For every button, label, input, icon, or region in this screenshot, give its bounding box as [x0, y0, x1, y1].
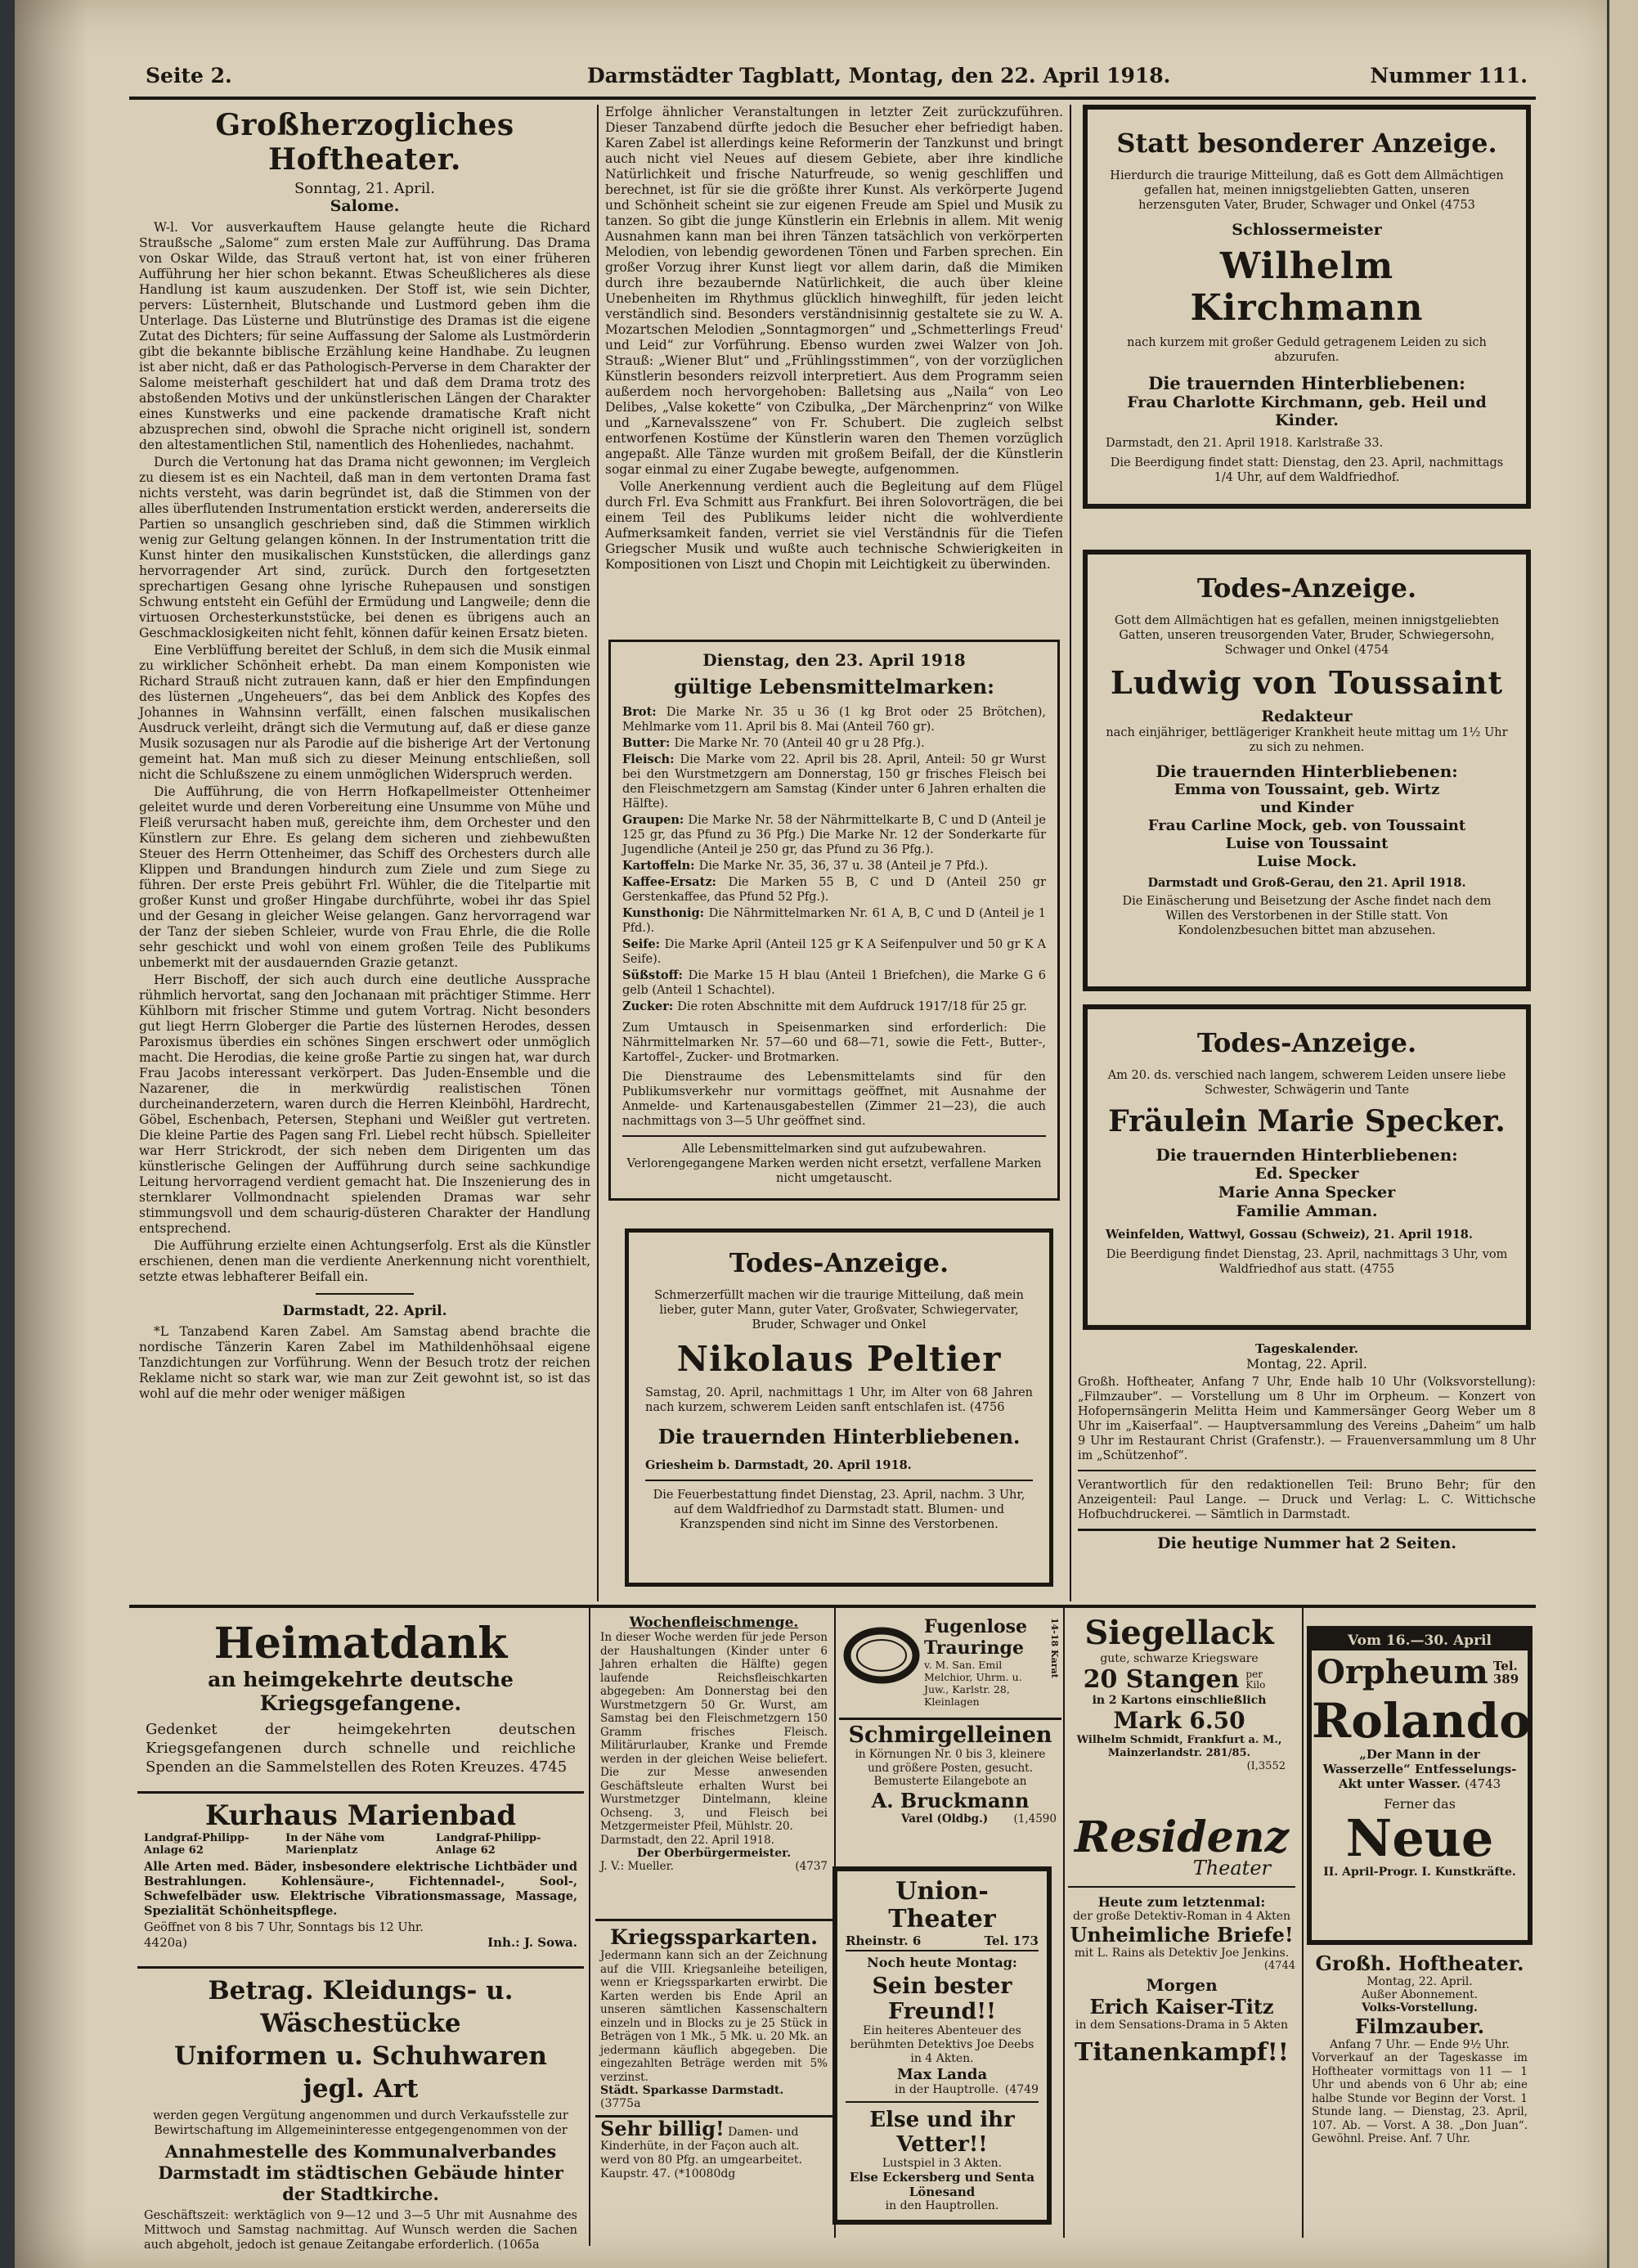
ad-code: (4737	[795, 1859, 828, 1873]
adjacent-page-edge	[1607, 0, 1638, 2268]
ad-title: Schmirgelleinen	[848, 1722, 1052, 1748]
masthead-line: Darmstädter Tagblatt, Montag, den 22. April 1918.	[587, 64, 1171, 88]
ring-icon	[844, 1623, 919, 1688]
ad-title: Union-Theater	[888, 1877, 996, 1933]
notice-place: Weinfelden, Wattwyl, Gossau (Schweiz), 21. April 1918.	[1106, 1228, 1473, 1242]
lebensmittel-label: Kartoffeln:	[622, 859, 699, 873]
lebensmittel-label: Süßstoff:	[622, 968, 689, 982]
lebensmittel-text: Die Marke Nr. 58 der Nährmittelkarte B, C und D (Anteil je 125 gr, das Pfund zu 36 Pfg.) Die Marke Nr. 12 der Sonderkarte für Jugendliche (Anteil je 250 gr, das Pfund zu 36 Pfg.).	[622, 814, 1046, 856]
funeral-text: Die Beerdigung findet Dienstag, 23. April, nachmittags 3 Uhr, vom Waldfriedhof aus statt.	[1106, 1248, 1508, 1276]
lebensmittel-text: Die Marke Nr. 35, 36, 37 u. 38 (Anteil je 7 Pfd.).	[698, 860, 989, 873]
lebensmittel-item	[622, 705, 1046, 734]
mourner: Emma von Toussaint, geb. Wirtz	[1174, 781, 1440, 798]
ad-text	[600, 2117, 828, 2181]
notice-body: nach kurzem mit großer Geduld getragenem Leiden zu sich abzurufen.	[1127, 336, 1487, 364]
ad-signature: J. V.: Mueller.	[600, 1859, 674, 1873]
ad-text: in Körnungen Nr. 0 bis 3, kleinere und größere Posten, gesucht. Bemusterte Eilangebote an	[855, 1748, 1046, 1788]
ad-title: Orpheum	[1317, 1653, 1488, 1691]
lebensmittel-text: Die Marke 15 H blau (Anteil 1 Briefchen), die Marke G 6 gelb (Anteil 1 Schachtel).	[622, 969, 1046, 997]
specker-notice	[1083, 1004, 1531, 1330]
issue-number: Nummer 111.	[1370, 64, 1528, 88]
film-role-row	[846, 2083, 1039, 2096]
ad-signature	[600, 2084, 828, 2110]
page-header	[146, 64, 1528, 97]
ad-times: Anfang 7 Uhr. — Ende 9½ Uhr.	[1329, 2038, 1510, 2051]
film-actor: mit L. Rains als Detektiv Joe Jenkins.	[1074, 1947, 1290, 1960]
ad-title: Kriegssparkarten.	[610, 1925, 818, 1949]
notice-body-text: Samstag, 20. April, nachmittags 1 Uhr, im Alter von 68 Jahren nach kurzem, schwerem Leiden sanft entschlafen ist.	[645, 1386, 1033, 1414]
ad-text: v. M. San. Emil Melchior, Uhrm. u. Juw., Karlstr. 28, Kleinlagen	[924, 1659, 1022, 1708]
ad-place: Varel (Oldbg.)	[901, 1812, 989, 1826]
mourner: Ed. Specker	[1254, 1165, 1359, 1183]
notice-place: Darmstadt, den 21. April 1918. Karlstraße 33.	[1106, 437, 1384, 450]
notice-title: Todes-Anzeige.	[1196, 573, 1417, 604]
lebensmittel-text: Die Marken 55 B, C und D (Anteil 250 gr Gerstenkaffee, das Pfund 52 Pfg.).	[622, 876, 1047, 904]
ad-title: Betrag. Kleidungs- u. Wäschestücke	[208, 1976, 514, 2038]
ad-text: in dem Sensations-Drama in 5 Akten	[1075, 2019, 1288, 2032]
calendar-divider	[1078, 1470, 1536, 1471]
ad-qty-row	[1073, 1665, 1286, 1694]
kriegsspar-ad	[595, 1924, 832, 2113]
ad-subtitle: Theater	[1192, 1857, 1271, 1880]
lebensmittel-item	[622, 999, 1046, 1014]
ad-code: (3775a	[600, 2097, 641, 2110]
lebensmittel-item	[622, 906, 1046, 936]
lebensmittel-label: Graupen:	[622, 813, 689, 827]
mourners-title: Die trauernden Hinterbliebenen:	[1156, 1145, 1458, 1165]
ad-title: Kurhaus Marienbad	[204, 1799, 517, 1832]
middle-body	[605, 105, 1063, 573]
ads-column-rule	[589, 1608, 590, 2246]
act-desc	[1312, 1747, 1528, 1791]
lebensmittel-text: Die Marke vom 22. April bis 28. April, Anteil: 50 gr Wurst bei den Wurstmetzgern am Donnerstag, 150 gr frisches Fleisch bei den Fleischmetzgern am Samstag (Kinder unter 6 Jahren erhalten die Hälfte).	[622, 753, 1046, 811]
lebensmittel-item	[622, 736, 1046, 751]
lebensmittel-label: Seife:	[622, 937, 665, 951]
notice-title: Todes-Anzeige.	[1196, 1027, 1417, 1058]
newspaper-page	[15, 0, 1613, 2268]
theater-heading: Großherzogliches Hoftheater.	[215, 108, 514, 177]
ad-title: Heimatdank	[213, 1619, 508, 1668]
ad-text: Volks-Vorstellung.	[1362, 2001, 1478, 2014]
deceased-role: Schlossermeister	[1232, 221, 1382, 239]
page-edge-shadow	[15, 0, 88, 2268]
mourners: Frau Charlotte Kirchmann, geb. Heil und Kinder.	[1127, 393, 1487, 429]
kleidung-ad	[137, 1971, 584, 2252]
trauringe-ad	[839, 1613, 1061, 1716]
ad-title: Großh. Hoftheater.	[1315, 1951, 1524, 1975]
ad-address-row	[846, 1933, 1039, 1951]
film-title: Else und ihr Vetter!!	[869, 2108, 1015, 2157]
imprint-divider	[1078, 1529, 1536, 1531]
funeral-info: Die Feuerbestattung findet Dienstag, 23. April, nachm. 3 Uhr, auf dem Waldfriedhof zu Darmstadt statt. Blumen- und Kranzspenden sind nicht im Sinne des Verstorbenen.	[653, 1489, 1025, 1531]
ad-code: (1065a	[497, 2239, 540, 2252]
deceased-name: Fräulein Marie Specker.	[1108, 1104, 1506, 1138]
notice-intro: Schmerzerfüllt machen wir die traurige Mitteilung, daß mein lieber, guter Mann, guter Vater, Großvater, Schwiegervater, Bruder, Schwager und Onkel	[654, 1289, 1024, 1332]
notice-intro-text: Gott dem Allmächtigen hat es gefallen, meinen innigstgeliebten Gatten, unseren treusorgenden Vater, Bruder, Schwiegersohn, Schwager und Onkel	[1114, 614, 1500, 657]
lebensmittel-item	[622, 968, 1046, 998]
ad-code: (1,4590	[1013, 1812, 1057, 1826]
ad-divider	[846, 2101, 1039, 2103]
mourner: Frau Carline Mock, geb. von Toussaint	[1147, 817, 1466, 834]
ad-text: Ferner das	[1384, 1796, 1456, 1812]
review-paragraph: Die Aufführung, die von Herrn Hofkapellmeister Ottenheimer geleitet wurde und deren Vorbereitung eine Unsumme von Mühe und Fleiß verursacht haben muß, gereichte ihm, dem Orchester und den Künstlern zur Ehre. Es gelang dem sicheren und ziehbewußten Steuer des Herrn Ottenheimer, das Schiff des Orchesters durch alle Klippen und Brandungen hindurch zum Ziele und zum Siege zu führen. Der erste Preis gebührt Frl. Wühler, die die Titelpartie mit großer Kunst und großer Hingabe durchführte, wobei ihr das Spiel und der Gesang in gleicher Weise gelangen. Ganz hervorragend war der Tanz der sieben Schleier, wurde von Frau Ehrle, die die Rolle sehr geschickt und wohl von einem großen Teile des Publikums unbemerkt mit der ausdauernden Grazie getanzt.	[139, 784, 590, 970]
orpheum-ad	[1307, 1626, 1533, 1945]
calendar-text: Großh. Hoftheater, Anfang 7 Uhr, Ende halb 10 Uhr (Volksvorstellung): „Filmzauber“. — Vorstellung um 8 Uhr im Orpheum. — Konzert von Hofopernsängerin Melitta Heim und Kammersänger Georg Weber um 8 Uhr im „Kaiserfaal“. — Hauptversammlung des Vereins „Daheim“ um halb 9 Uhr im Restaurant Christ (Grafenstr.). — Frauenversammlung um 8 Uhr im „Schützenhof“.	[1078, 1376, 1536, 1462]
ad-title: Wochenfleischmenge.	[629, 1615, 799, 1631]
mourners-title: Die trauernden Hinterbliebenen:	[1148, 373, 1465, 393]
ad-text: Heute zum letztenmal:	[1097, 1894, 1266, 1910]
review-paragraph: W-l. Vor ausverkauftem Hause gelangte heute die Richard Straußsche „Salome“ zum ersten Male zur Aufführung. Das Drama von Oskar Wilde, das Strauß vertont hat, ist von einer früheren Aufführung her hier schon bekannt. Etwas Scheußlicheres als diese Handlung ist kaum auszudenken. Der Stoff ist, wie sein Dichter, pervers: Lüsternheit, Blutschande und Lustmord geben ihm die Unterlage. Das Lüsterne und Blutrünstige des Dramas ist die eigene Zutat des Dichters; für seine Auffassung der Salome als Lustmörderin gibt die bekannte biblische Erzählung keine Handhabe. Zu leugnen ist aber nicht, daß er das Pathologisch-Perverse in dem Charakter der Salome meisterhaft geschildert hat und daß dem Drama trotz des abstoßenden Motivs und der unkünstlerischen Längen der Charakter eines Kunstwerks und eine packende dramatische Kraft nicht abzusprechen sind, obwohl die Sprache nicht originell ist, sondern den altestamentlichen Stil, namentlich des Hohenliedes, nachahmt.	[139, 220, 590, 452]
ad-text: der große Detektiv-Roman in 4 Akten	[1072, 1910, 1291, 1923]
schmirgel-ad	[839, 1721, 1061, 1865]
ad-qty: 20 Stangen	[1083, 1665, 1240, 1694]
ad-divider	[839, 1718, 1061, 1720]
funeral-info	[1106, 1247, 1508, 1277]
ad-text: In dieser Woche werden für jede Person der Haushaltungen (Kinder unter 6 Jahren erhalten die Hälfte) gegen laufende Reichsfleischkarten abgegeben: Am Donnerstag bei den Wurstmetzgern 50 Gr. Wurst, am Samstag bei den Fleischmetzgern 150 Gramm frisches Fleisch. Militärurlauber, Kranke und Fremde werden in der gleichen Weise beliefert. Die zur Messe anwesenden Geschäftsleute erhalten Wurst bei Wurstmetzger Dintelmann, kleine Ochseng. 3, und Fleisch bei Metzgermeister Pfeil, Mühlstr. 20.	[600, 1631, 828, 1833]
billig-ad	[595, 2117, 832, 2202]
deceased-name: Nikolaus Peltier	[676, 1339, 1002, 1379]
notice-intro-text: Hierdurch die traurige Mitteilung, daß es Gott dem Allmächtigen gefallen hat, meinen innigstgeliebten Gatten, unseren herzensguten Vater, Bruder, Schwager und Onkel	[1110, 169, 1504, 212]
notice-title: Todes-Anzeige.	[729, 1247, 949, 1278]
ad-code: 4745	[529, 1758, 568, 1776]
lebensmittel-list	[622, 705, 1046, 1014]
theater-column	[139, 105, 590, 1601]
ad-side-note: 14-18 Karat	[1049, 1618, 1060, 1678]
mourners: Die trauernden Hinterbliebenen.	[657, 1425, 1021, 1448]
ad-program: II. April-Progr. I. Kunstkräfte.	[1323, 1866, 1516, 1879]
ad-code: (4754	[1353, 644, 1389, 657]
kirchmann-notice	[1083, 105, 1531, 509]
ad-subtitle: Noch heute Montag:	[867, 1955, 1017, 1970]
ad-text: gute, schwarze Kriegsware	[1100, 1652, 1259, 1665]
play-title: Salome.	[330, 197, 400, 215]
notice-intro	[1106, 613, 1508, 658]
ad-location: In der Nähe vom Marienplatz	[285, 1832, 385, 1857]
ad-divider	[1068, 1886, 1295, 1888]
ad-code: (4749	[1004, 2083, 1039, 2096]
mourner: Luise von Toussaint	[1225, 835, 1389, 852]
deceased-role: Redakteur	[1261, 707, 1353, 725]
ad-code: (4744	[1263, 1960, 1295, 1972]
lebensmittel-warning: Alle Lebensmittelmarken sind gut aufzubewahren. Verlorengegangene Marken werden nicht ersetzt, verfallene Marken nicht umgetauscht.	[622, 1135, 1046, 1186]
ad-signature: Der Oberbürgermeister.	[636, 1846, 792, 1860]
ad-code: (4756	[969, 1401, 1005, 1414]
lebensmittel-text: Die Marke Nr. 70 (Anteil 40 gr u 28 Pfg.).	[674, 737, 925, 750]
notice-body	[645, 1386, 1033, 1415]
lebensmittel-text: Die Marke Nr. 35 u 36 (1 kg Brot oder 25 Brötchen), Mehlmarke vom 11. April bis 8. Mai (Anteil 760 gr).	[622, 706, 1046, 734]
trauringe-text	[924, 1616, 1047, 1708]
ad-hours: Geöffnet von 8 bis 7 Uhr, Sonntags bis 12 Uhr.	[144, 1921, 424, 1934]
ad-code: 4420a)	[144, 1935, 187, 1950]
column-rule-1	[597, 105, 599, 1601]
notice-place: Griesheim b. Darmstadt, 20. April 1918.	[645, 1458, 912, 1472]
play-title: Filmzauber.	[1354, 2014, 1485, 2038]
ad-date: Darmstadt, den 22. April 1918.	[600, 1833, 774, 1847]
film-desc: Lustspiel in 3 Akten.	[882, 2157, 1003, 2170]
lebensmittel-item	[622, 859, 1046, 874]
notice-body: nach einjähriger, bettlägeriger Krankheit heute mittag um 1½ Uhr zu sich zu nehmen.	[1106, 726, 1508, 754]
theater-date: Sonntag, 21. April.	[294, 180, 435, 197]
mourner: und Kinder	[1259, 799, 1354, 816]
ad-address: Landgraf-Philipp-Anlage 62	[144, 1832, 249, 1857]
page-number: Seite 2.	[146, 64, 232, 88]
wochenfleisch-ad	[595, 1613, 832, 1917]
ad-highlight: Annahmestelle des Kommunalverbandes Darmstadt im städtischen Gebäude hinter der Stadtkirche.	[158, 2141, 563, 2204]
heimatdank-ad	[137, 1615, 584, 1787]
funeral-info: Die Einäscherung und Beisetzung der Asche findet nach dem Willen des Verstorbenen in der Stille statt. Von Kondolenzbesuchen bittet man abzusehen.	[1122, 895, 1492, 937]
ad-title: Uniformen u. Schuhwaren jegl. Art	[174, 2041, 547, 2104]
ad-dates: Vom 16.—30. April	[1312, 1631, 1528, 1650]
mourner: Familie Amman.	[1236, 1202, 1378, 1220]
ad-text: Jedermann kann sich an der Zeichnung auf die VIII. Kriegsanleihe beteiligen, wenn er Kriegssparkarten erwirbt. Die Karten werden bis Ende April an unseren sämtlichen Kassenschaltern einzeln und in Blocks zu je 25 Stück in Beträgen von 1 Mk., 5 Mk. u. 20 Mk. an jedermann käuflich abgegeben. Die eingezahlten Beträge werden mit 5% verzinst.	[600, 1949, 828, 2084]
ads-rule	[129, 1605, 1536, 1608]
lebensmittel-item	[622, 813, 1046, 857]
page-count-note: Die heutige Nummer hat 2 Seiten.	[1157, 1534, 1456, 1552]
section-divider	[316, 1293, 414, 1295]
dateline: Darmstadt, 22. April.	[282, 1303, 447, 1319]
ad-footer	[600, 1860, 828, 1873]
ad-text: Vorverkauf an der Tageskasse im Hoftheater vormittags von 11 — 1 Uhr und abends von 6 Uhr ab; eine halbe Stunde vor Beginn der Vorst. 1 Stunde lang. — Dienstag, 23. April, 107. Ab. — Vorst. A 38. „Don Juan“. Gewöhnl. Preise. Anf. 7 Uhr.	[1312, 2051, 1528, 2145]
lebensmittel-box	[608, 640, 1060, 1201]
film-title: Unheimliche Briefe!	[1070, 1923, 1294, 1947]
ad-text-body: Geschäftszeit: werktäglich von 9—12 und 3—5 Uhr mit Ausnahme des Mittwoch und Samstag nachmittag. Auf Wunsch werden die Sachen auch abgeholt, jedoch ist genaue Zeitangabe erforderlich.	[144, 2209, 577, 2252]
ad-text: Außer Abonnement.	[1361, 1988, 1479, 2001]
union-theater-ad	[832, 1866, 1052, 2225]
column-rule-2	[1070, 105, 1071, 1601]
film-actor: Max Landa	[896, 2066, 988, 2083]
lebensmittel-label: Brot:	[622, 705, 666, 719]
ad-title: Siegellack	[1084, 1614, 1274, 1652]
ad-divider	[595, 1919, 832, 1921]
ad-text-body: Damen- und Kinderhüte, in der Façon auch alt. werd von 80 Pfg. an umgearbeitet. Kaupstr. 47.	[600, 2126, 803, 2180]
ad-title-row	[1312, 1650, 1528, 1695]
ad-highlight: Neue	[1345, 1808, 1494, 1868]
middle-paragraph: Erfolge ähnlicher Veranstaltungen in letzter Zeit zurückzuführen. Dieser Tanzabend dürfte jedoch die Besucher eher befriedigt haben. Karen Zabel ist allerdings keine Reformerin der Tanzkunst und bringt auch nicht viel Neues auf diesem Gebiete, aber ihre kindliche Natürlichkeit und frische Naturfreude, so wenig geschliffen und berechnet, ist für sie die größte ihrer Kunst. Als verkörperte Jugend und Schönheit scheint sie zur eigenen Freude am Spiel und Musik zu tanzen. So gibt die junge Künstlerin ein Erlebnis in allem. Mit wenig Ausnahmen kann man bei ihren Tänzen tatsächlich von verkörperten Melodien, von lebendig gewordenen Tönen und Farben sprechen. Ein großer Vorzug ihrer Kunst liegt vor allem darin, daß die Mimiken durch ihre bezaubernde Natürlichkeit, die auch über kleine Unebenheiten im Rhythmus glücklich hinweghilft, für jeden leicht verständlich sind. Besonders verständnisinnig gestaltete sie zu W. A. Mozartschen Melodien „Sonntagmorgen“ und „Schmetterlings Freud' und Leid“ zur Vorführung. Ebenso wurden zwei Walzer von Joh. Strauß: „Wiener Blut“ und „Frühlingsstimmen“, von der vorzüglichen Künstlerin besonders reizvoll interpretiert. Aus dem Programm seien außerdem noch hervorgehoben: Balletsing aus „Naila“ von Leo Delibes, „Valse kokette“ von Czibulka, „Der Märchenprinz“ von Wilke und „Karnevalsszene“ von Fr. Schubert. Die zugleich selbst entworfenen Kostüme der Künstlerin waren den Themen vorzüglich angepaßt. Alle Tänze wurden mit großem Beifall, der die Künstlerin sogar einmal zu einer Zugabe bewegte, aufgenommen.	[605, 105, 1063, 477]
mourner: Luise Mock.	[1256, 853, 1358, 870]
lebensmittel-note: Zum Umtausch in Speisenmarken sind erforderlich: Die Nährmittelmarken Nr. 57—60 und 68—71, sowie die Fett-, Butter-, Kartoffel-, Zucker- und Brotmarken.	[622, 1022, 1046, 1064]
ad-title: Residenz	[1074, 1812, 1290, 1862]
lebensmittel-label: Kunsthonig:	[622, 906, 709, 920]
toussaint-notice	[1083, 550, 1531, 991]
notice-place: Darmstadt und Groß-Gerau, den 21. April 1918.	[1147, 876, 1466, 890]
header-rule	[129, 97, 1536, 100]
mourner: Marie Anna Specker	[1218, 1183, 1396, 1201]
ad-owner: Inh.: J. Sowa.	[487, 1935, 577, 1950]
ad-code: (*10080dg	[674, 2167, 736, 2180]
ad-title: Fugenlose Trauringe	[924, 1616, 1028, 1659]
film-actor: Else Eckersberg und Senta Lönesand	[849, 2170, 1035, 2199]
ad-text: Alle Arten med. Bäder, insbesondere elektrische Lichtbäder und Bestrahlungen. Kohlensäure-, Fichtennadel-, Sool-, Schwefelbäder usw. Elektrische Vibrationsmassage, Massage, Spezialität Schönheitspflege.	[144, 1860, 577, 1918]
ad-address: Landgraf-Philipp-Anlage 62	[435, 1832, 541, 1857]
lebensmittel-date: Dienstag, den 23. April 1918	[702, 650, 966, 670]
ad-text: in 2 Kartons einschließlich	[1092, 1694, 1267, 1707]
lebensmittel-item	[622, 875, 1046, 905]
kurhaus-ad	[137, 1796, 584, 1965]
lebensmittel-text: Die Nährmittelmarken Nr. 61 A, B, C und D (Anteil je 1 Pfd.).	[622, 907, 1046, 935]
review-paragraph: Die Aufführung erzielte einen Achtungserfolg. Erst als die Künstler erschienen, denen man die verdiente Anerkennung nicht vorenthielt, setzte etwas lebhafterer Beifall ein.	[139, 1238, 590, 1284]
film-title: Sein bester Freund!!	[872, 1974, 1012, 2024]
lebensmittel-label: Butter:	[622, 736, 675, 750]
ad-text: Morgen	[1146, 1975, 1218, 1995]
lebensmittel-text: Die roten Abschnitte mit dem Aufdruck 1917/18 für 25 gr.	[677, 1000, 1027, 1013]
ad-text-body: Gedenket der heimgekehrten deutschen Kriegsgefangenen durch schnelle und reichliche Spenden an die Sammelstellen des Roten Kreuzes.	[146, 1721, 576, 1776]
ad-date: Montag, 22. April.	[1366, 1975, 1473, 1988]
peltier-notice	[625, 1228, 1053, 1587]
film-role: in der Hauptrolle.	[895, 2083, 999, 2096]
review-paragraph: Herr Bischoff, der sich auch durch eine deutliche Aussprache rühmlich hervortat, sang den Jochanaan mit prächtiger Stimme. Herr Kühlborn mit frischer Stimme und gutem Vortrag. Nicht besonders gut liegt Herrn Globerger die Partie des lüsternen Herodes, dessen Paroxismus überdies ein schönes Singen erschwert oder unmöglich macht. Die Herodias, die keine große Partie zu singen hat, war durch Frau Jacobs interessant verkörpert. Das Juden-Ensemble und die Nazarener, die in merkwürdig realistischen Tönen durcheinanderzetern, waren durch die Herren Kleinböhl, Hardrecht, Göbel, Eschenbach, Petersen, Stephani und Weißler gut vertreten. Die kleine Partie des Pagen sang Frl. Liebel recht hübsch. Spielleiter war Herr Strickrodt, der sich neben dem Dirigenten um das künstlerische Gelingen der Aufführung durch seine sachkundige Leitung hervorragend verdient gemacht hat. Die Inszenierung des in sternklarer Vollmondnacht spielenden Dramas war sehr stimmungsvoll und dem schaurig-düsteren Charakter der Handlung entsprechend.	[139, 972, 590, 1236]
ad-company: A. Bruckmann	[871, 1788, 1030, 1812]
middle-paragraph: Volle Anerkennung verdient auch die Begleitung auf dem Flügel durch Frl. Eva Schmitt aus Frankfurt. Bei ihren Solovorträgen, die bei einem Teil des Publikums leider nicht die wohlverdiente Aufmerksamkeit fanden, verriet sie viel Verständnis für die Tiefen Griegscher Musik und wußte auch technische Schwierigkeiten in Kompositionen von Liszt und Chopin mit Leichtigkeit zu überwinden.	[605, 479, 1063, 572]
tanzabend-article	[139, 1324, 590, 1402]
calendar-title: Tageskalender.	[1255, 1341, 1358, 1356]
ad-code: (I,3552	[1246, 1760, 1286, 1772]
ad-divider	[137, 1966, 584, 1969]
act-title: Rolando	[1312, 1693, 1531, 1749]
residenz-ad	[1063, 1811, 1300, 2236]
ad-subtitle: an heimgekehrte deutsche Kriegsgefangene.	[208, 1668, 514, 1715]
notice-intro: Am 20. ds. verschied nach langem, schwerem Leiden unsere liebe Schwester, Schwägerin und Tante	[1107, 1069, 1506, 1097]
ad-dealer: Wilhelm Schmidt, Frankfurt a. M., Mainzerlandstr. 281/85.	[1076, 1734, 1282, 1759]
film-actor: Erich Kaiser-Titz	[1089, 1995, 1274, 2019]
lebensmittel-item	[622, 937, 1046, 967]
ad-code: (4755	[1359, 1263, 1395, 1276]
ad-text	[144, 2208, 577, 2252]
notice-intro	[1106, 168, 1508, 213]
ad-price: Mark 6.50	[1113, 1707, 1245, 1734]
hoftheater-ad	[1307, 1950, 1533, 2236]
lebensmittel-note: Die Dienstraume des Lebensmittelamts sind für den Publikumsverkehr nur vormittags geöffnet, mit Ausnahme der Anmelde- und Kartenausgabestellen (Zimmer 21—23), die auch nachmittags von 3—5 Uhr geöffnet sind.	[622, 1071, 1046, 1128]
ad-address-row	[144, 1832, 577, 1857]
ad-title: Sehr billig!	[600, 2117, 725, 2140]
tanzabend-paragraph: *L Tanzabend Karen Zabel. Am Samstag abend brachte die nordische Tänzerin Karen Zabel im Mathildenhöhsaal eigene Tanzdichtungen zur Vorführung. Wenn der Besuch trotz der reichen Reklame nicht so stark war, wie man zur Zeit gewohnt ist, so ist das wohl auf die mehr oder weniger mäßigen	[139, 1324, 590, 1401]
lebensmittel-title: gültige Lebensmittelmarken:	[674, 675, 994, 698]
tageskalender	[1078, 1341, 1536, 1603]
film-desc: Ein heiteres Abenteuer des berühmten Detektivs Joe Deebs in 4 Akten.	[850, 2024, 1034, 2065]
notice-divider	[645, 1480, 1033, 1481]
lebensmittel-label: Kaffee-Ersatz:	[622, 875, 729, 889]
mourners-title: Die trauernden Hinterbliebenen:	[1156, 761, 1458, 781]
calendar-date: Montag, 22. April.	[1246, 1356, 1367, 1372]
deceased-name: Wilhelm Kirchmann	[1190, 245, 1424, 329]
review-paragraph: Durch die Vertonung hat das Drama nicht gewonnen; im Vergleich zu diesem ist es ein Nachteil, daß man in dem vertonten Drama fast nichts versteht, was darin begründet ist, daß die Stimmen von der alles überflutenden Instrumentation erstickt werden, andererseits die Partien so unsanglich geschrieben sind, daß die Stimmen wirklich wenig zur Geltung gelangen können. In der Instrumentation tritt die Kunst hinter den musikalischen Kunststücken, die allerdings ganz hervorragender Art sind, zurück. Durch den fortgesetzten sprechartigen Gesang ohne lyrische Ruhepausen und sonstigen Schwung entsteht ein Gefühl der Ermüdung und Langweile; denn die virtuosen Orchesterkunststücke, bei denen es übrigens auch an Geschmacklosigkeiten nicht fehlt, können dafür keinen Ersatz bieten.	[139, 455, 590, 640]
siegellack-ad	[1068, 1613, 1290, 1809]
review-body	[139, 220, 590, 1285]
funeral-info: Die Beerdigung findet statt: Dienstag, den 23. April, nachmittags 1/4 Uhr, auf dem Waldfriedhof.	[1110, 456, 1504, 484]
notice-title: Statt besonderer Anzeige.	[1116, 128, 1497, 159]
act-desc-text: „Der Mann in der Wasserzelle“ Entfesselungs-Akt unter Wasser.	[1322, 1747, 1517, 1791]
review-paragraph: Eine Verblüffung bereitet der Schluß, in dem sich die Musik einmal zu wirklicher Schönheit erhebt. Da man einem Komponisten wie Richard Strauß nicht zutrauen kann, daß er hier den Empfindungen des lüsternen „Ungeheuers“, das bei dem Anblick des Kopfes des Johannes in Wahnsinn verfällt, einen falschen musikalischen Ausdruck verleiht, drängt sich die Vermutung auf, daß er diese ganze Musik sozusagen nur als Parodie auf die bisherige Art der Vertonung gemeint hat. Man muß sich zu dieser Meinung entschließen, soll nicht die Schlußszene zu einem unmöglichen Widerspruch werden.	[139, 643, 590, 782]
film-role: in den Hauptrollen.	[885, 2199, 999, 2212]
imprint: Verantwortlich für den redaktionellen Teil: Bruno Behr; für den Anzeigenteil: Paul Lange. — Druck und Verlag: L. C. Wittichsche Hofbuchdruckerei. — Sämtlich in Darmstadt.	[1078, 1479, 1536, 1521]
lebensmittel-item	[622, 752, 1046, 811]
ad-phone: Tel. 173	[984, 1933, 1039, 1948]
deceased-name: Ludwig von Toussaint	[1110, 664, 1504, 701]
ad-divider	[137, 1791, 584, 1794]
ad-footer	[844, 1812, 1057, 1826]
lebensmittel-label: Zucker:	[622, 999, 678, 1013]
ad-text: werden gegen Vergütung angenommen und durch Verkaufsstelle zur Bewirtschaftung im Allgemeininteresse entgegengenommen von der	[153, 2109, 568, 2137]
lebensmittel-text: Die Marke April (Anteil 125 gr K A Seifenpulver und 50 gr K A Seife).	[622, 938, 1046, 966]
ad-code: (4743	[1465, 1776, 1501, 1791]
middle-article	[605, 105, 1063, 644]
ad-phone: Tel. 389	[1492, 1659, 1519, 1686]
ad-text	[146, 1720, 576, 1776]
ad-footer	[144, 1935, 577, 1950]
ad-signature-text: Städt. Sparkasse Darmstadt.	[600, 2084, 784, 2097]
ad-code: (4753	[1440, 199, 1475, 212]
ad-unit: per Kilo	[1245, 1668, 1266, 1691]
mourners	[1106, 1165, 1508, 1221]
ad-address: Rheinstr. 6	[846, 1933, 922, 1948]
ads-column-rule	[1302, 1608, 1304, 2238]
film-title: Titanenkampf!!	[1075, 2038, 1289, 2067]
lebensmittel-label: Fleisch:	[622, 752, 680, 766]
mourners	[1106, 781, 1508, 871]
